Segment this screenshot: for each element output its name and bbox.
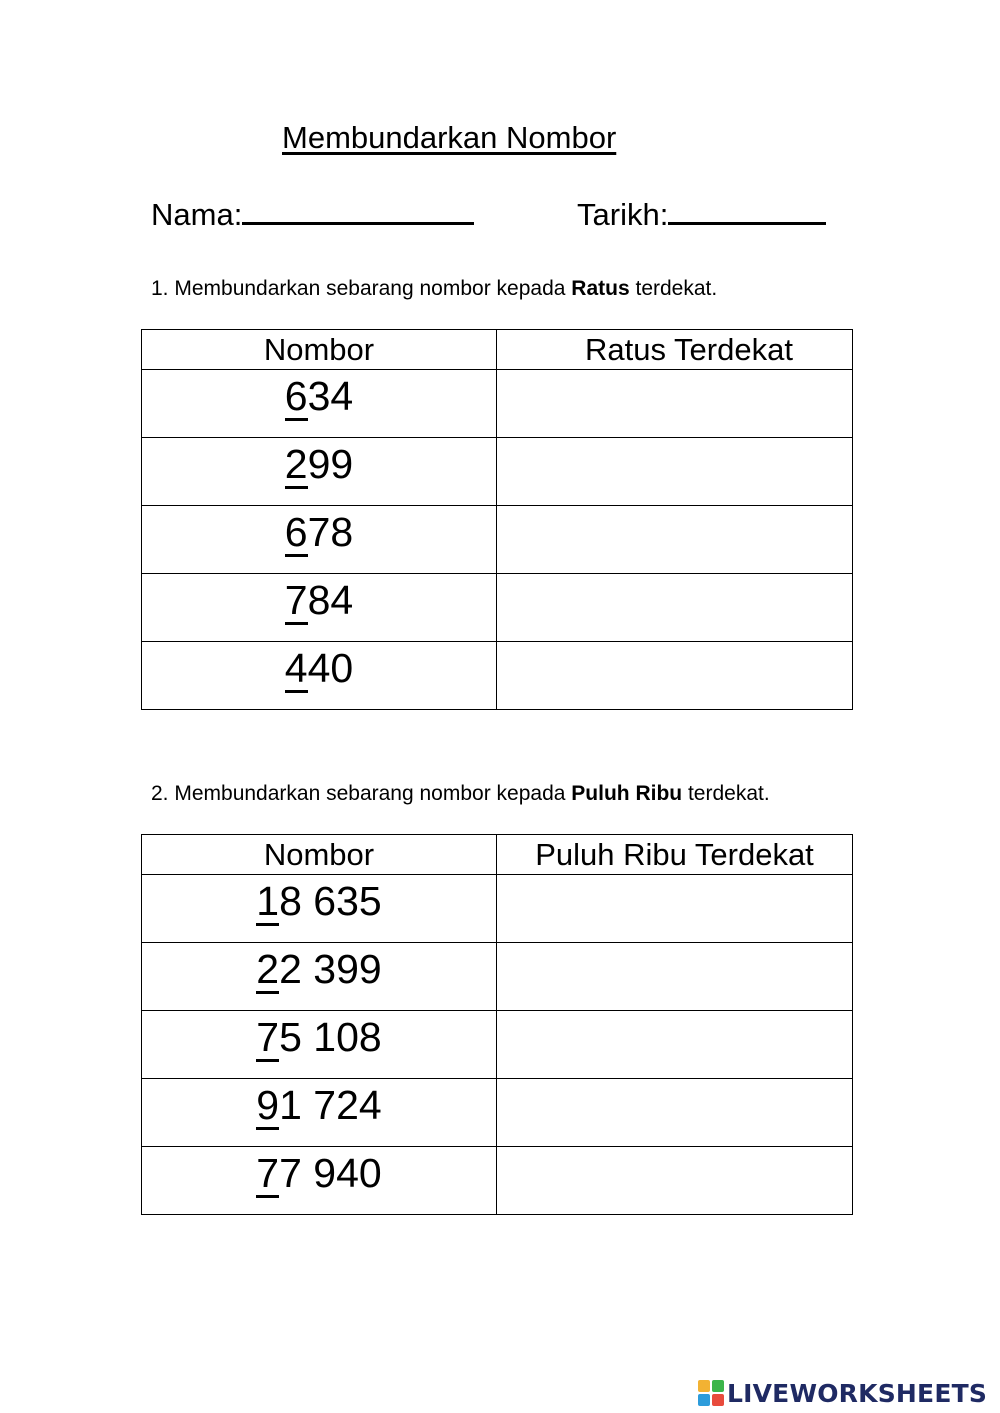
table-header-row [142,835,853,875]
nama-label: Nama: [151,197,243,232]
instruction-1-bold: Ratus [571,277,630,300]
number-rest: 40 [307,645,354,691]
worksheet-title: Membundarkan Nombor [282,120,617,155]
number-cell [142,642,497,710]
number-cell [142,943,497,1011]
liveworksheets-logo-text: LIVEWORKSHEETS [727,1378,988,1408]
answer-cell[interactable] [497,438,853,506]
answer-cell[interactable] [497,642,853,710]
underlined-digit: 1 [256,878,280,924]
instruction-2 [151,782,770,806]
number-rest: 34 [307,373,354,419]
underlined-digit: 4 [284,645,308,691]
number-cell [142,875,497,943]
tarikh-blank-line[interactable] [668,200,826,225]
col-nombor-header: Nombor [142,835,497,875]
nama-field [151,197,474,233]
table-row [142,574,853,642]
answer-cell[interactable] [497,1147,853,1215]
number-rest: 78 [307,509,354,555]
underlined-digit: 7 [284,577,308,623]
number-cell [142,438,497,506]
number-rest: 8 635 [279,878,382,924]
number-cell [142,574,497,642]
number-rest: 5 108 [279,1014,382,1060]
answer-cell[interactable] [497,875,853,943]
instruction-1-prefix: 1. Membundarkan sebarang nombor kepada [151,277,566,300]
number-cell [142,506,497,574]
number-rest: 7 940 [279,1150,382,1196]
answer-cell[interactable] [497,943,853,1011]
liveworksheets-logo[interactable] [698,1378,987,1408]
underlined-digit: 9 [256,1082,280,1128]
col-nombor-header: Nombor [142,330,497,370]
answer-cell[interactable] [497,1079,853,1147]
answer-cell[interactable] [497,506,853,574]
col-ratus-terdekat-header: Ratus Terdekat [497,330,853,370]
instruction-2-bold: Puluh Ribu [571,782,683,805]
underlined-digit: 7 [256,1150,280,1196]
underlined-digit: 7 [256,1014,280,1060]
table-ratus [141,329,853,710]
number-cell [142,1079,497,1147]
underlined-digit: 6 [284,373,308,419]
number-rest: 1 724 [279,1082,382,1128]
table-header-row [142,330,853,370]
table-row [142,1011,853,1079]
number-cell [142,1011,497,1079]
number-rest: 99 [307,441,354,487]
tarikh-field [577,197,826,233]
table-row [142,943,853,1011]
answer-cell[interactable] [497,1011,853,1079]
instruction-2-suffix: terdekat. [687,782,770,805]
logo-square-4 [712,1394,724,1406]
col-puluh-ribu-terdekat-header: Puluh Ribu Terdekat [497,835,853,875]
instruction-1-suffix: terdekat. [635,277,718,300]
number-rest: 84 [307,577,354,623]
liveworksheets-logo-icon [698,1380,724,1406]
nama-blank-line[interactable] [242,200,474,225]
instruction-1 [151,277,717,301]
table-row [142,506,853,574]
table-row [142,438,853,506]
tarikh-label: Tarikh: [577,197,669,232]
logo-square-2 [712,1380,724,1392]
table-puluh-ribu [141,834,853,1215]
table-row [142,875,853,943]
logo-square-1 [698,1380,710,1392]
underlined-digit: 2 [256,946,280,992]
table-row [142,642,853,710]
logo-square-3 [698,1394,710,1406]
instruction-2-prefix: 2. Membundarkan sebarang nombor kepada [151,782,566,805]
number-cell [142,370,497,438]
table-row [142,370,853,438]
answer-cell[interactable] [497,370,853,438]
number-rest: 2 399 [279,946,382,992]
table-row [142,1147,853,1215]
table-row [142,1079,853,1147]
underlined-digit: 2 [284,441,308,487]
answer-cell[interactable] [497,574,853,642]
underlined-digit: 6 [284,509,308,555]
number-cell [142,1147,497,1215]
